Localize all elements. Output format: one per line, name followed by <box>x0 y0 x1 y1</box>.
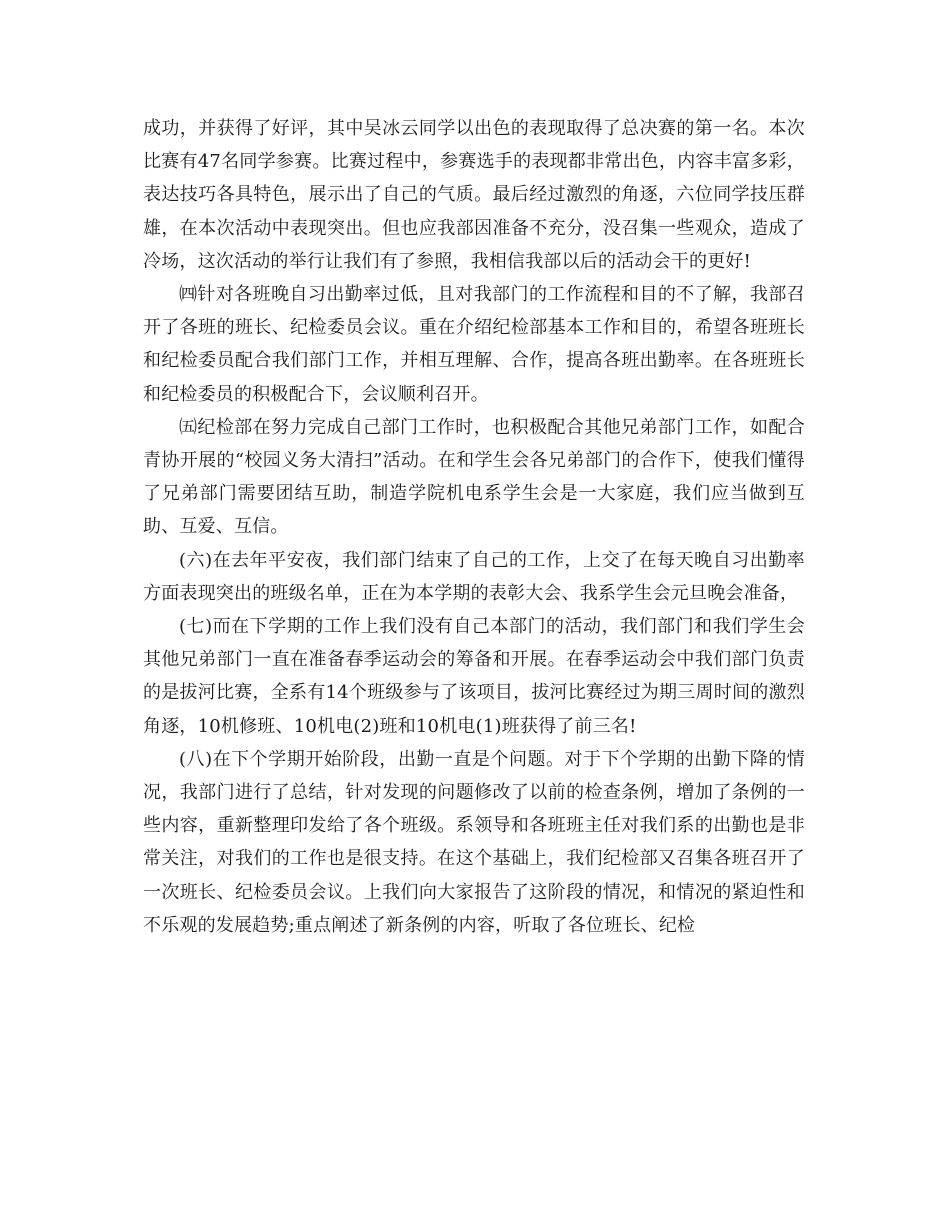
paragraph-item-6: (六)在去年平安夜，我们部门结束了自己的工作，上交了在每天晚自习出勤率方面表现突出的班级名单，正在为本学期的表彰大会、我系学生会元旦晚会准备， <box>143 549 805 604</box>
paragraph-item-5: ㈤纪检部在努力完成自己部门工作时，也积极配合其他兄弟部门工作，如配合青协开展的“校园义务大清扫”活动。在和学生会各兄弟部门的合作下，使我们懂得了兄弟部门需要团结互助，制造学院机电系学生会是一大家庭，我们应当做到互助、互爱、互信。 <box>143 416 805 538</box>
paragraph-item-4: ㈣针对各班晚自习出勤率过低，且对我部门的工作流程和目的不了解，我部召开了各班的班长、纪检委员会议。重在介绍纪检部基本工作和目的，希望各班班长和纪检委员配合我们部门工作，并相互理解、合作，提高各班出勤率。在各班班长和纪检委员的积极配合下，会议顺利召开。 <box>143 284 805 405</box>
paragraph-item-8: (八)在下个学期开始阶段，出勤一直是个问题。对于下个学期的出勤下降的情况，我部门进行了总结，针对发现的问题修改了以前的检查条例，增加了条例的一些内容，重新整理印发给了各个班级。系领导和各班班主任对我们系的出勤也是非常关注，对我们的工作也是很支持。在这个基础上，我们纪检部又召集各班召开了一次班长、纪检委员会议。上我们向大家报告了这阶段的情况，和情况的紧迫性和不乐观的发展趋势;重点阐述了新条例的内容，听取了各位班长、纪检 <box>143 748 805 936</box>
document-body <box>143 112 805 942</box>
paragraph-continued: 成功，并获得了好评，其中吴冰云同学以出色的表现取得了总决赛的第一名。本次比赛有47名同学参赛。比赛过程中，参赛选手的表现都非常出色，内容丰富多彩，表达技巧各具特色，展示出了自己的气质。最后经过激烈的角逐，六位同学技压群雄，在本次活动中表现突出。但也应我部因准备不充分，没召集一些观众，造成了冷场，这次活动的举行让我们有了参照，我相信我部以后的活动会干的更好! <box>143 118 805 272</box>
paragraph-item-7: (七)而在下学期的工作上我们没有自己本部门的活动，我们部门和我们学生会其他兄弟部门一直在准备春季运动会的筹备和开展。在春季运动会中我们部门负责的是拔河比赛，全系有14个班级参与了该项目，拔河比赛经过为期三周时间的激烈角逐，10机修班、10机电(2)班和10机电(1)班获得了前三名! <box>143 616 805 737</box>
